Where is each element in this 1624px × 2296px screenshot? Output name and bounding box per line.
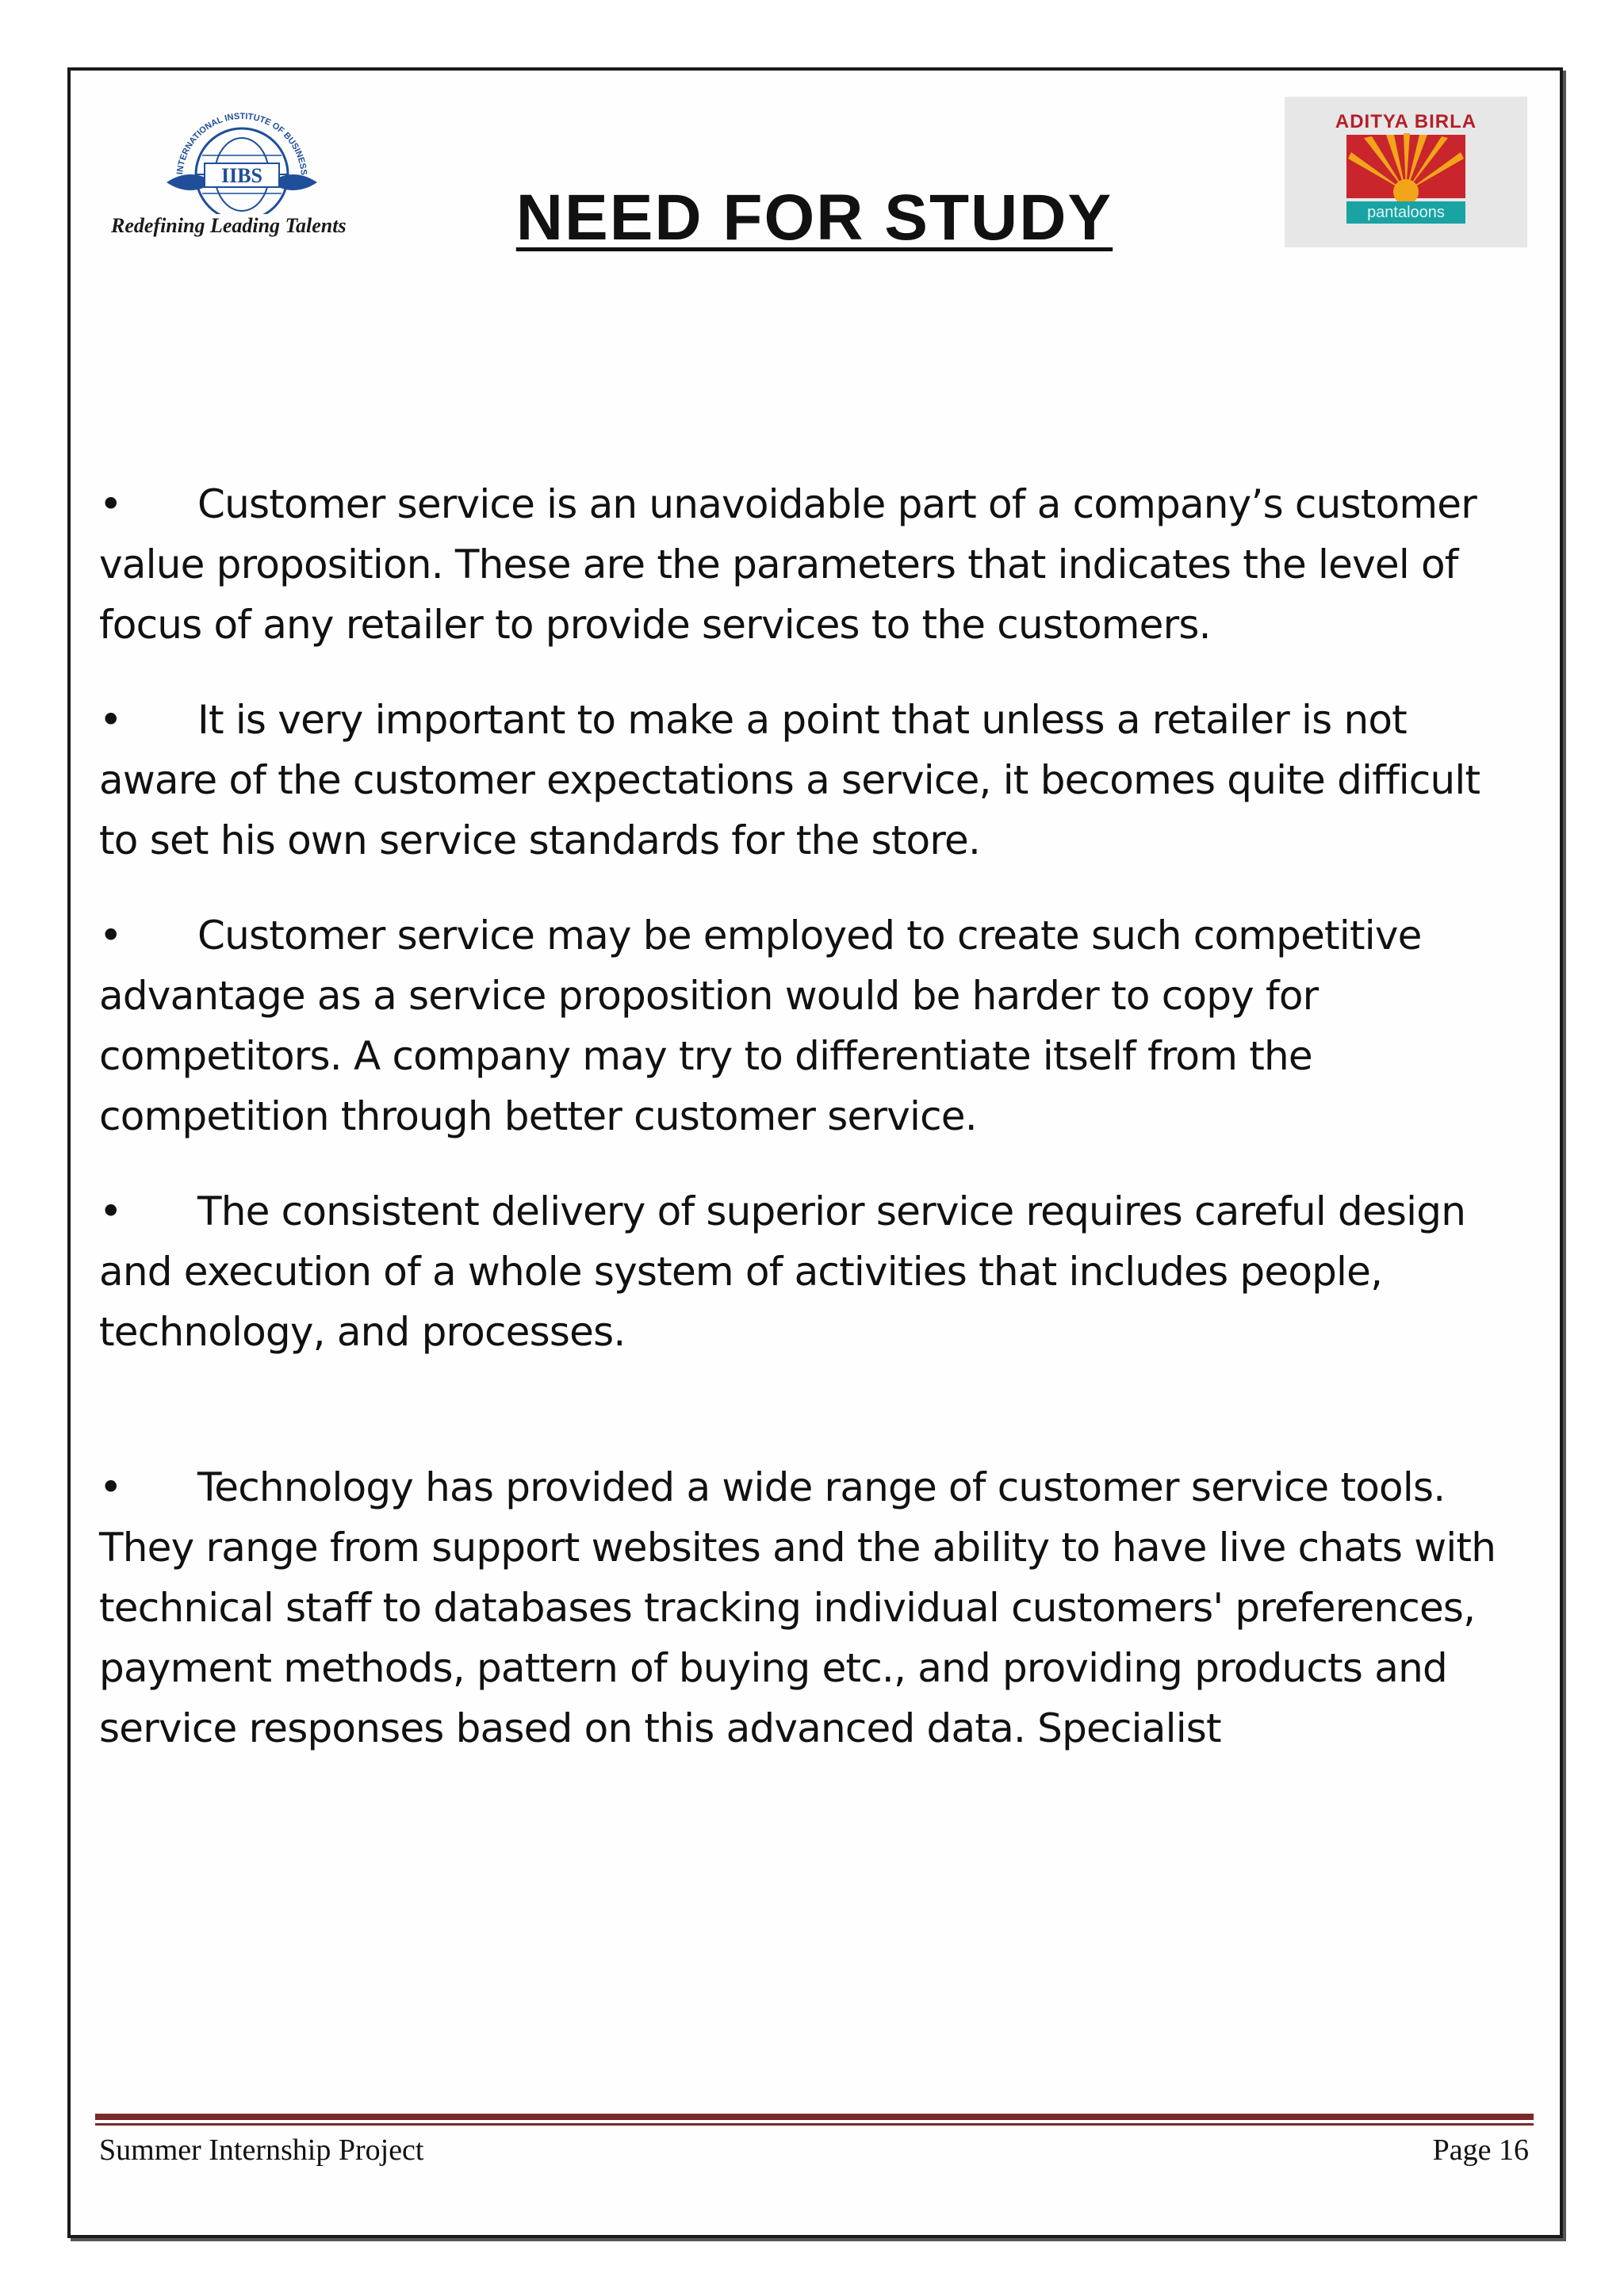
bullet-text: The consistent delivery of superior service requires careful design and execution of a whole system of activities that includes people, technology, and processes. [99,1188,1466,1355]
bullet-marker: • [99,1464,122,1510]
iibs-ring-text: INTERNATIONAL INSTITUTE OF BUSINESS [175,111,308,176]
bullet-text: Customer service is an unavoidable part of a company’s customer value proposition. These are the parameters that indicates the level of focus of any retailer to provide services to the customers. [99,481,1477,648]
bullet-list [99,474,1526,1793]
bullet-marker: • [99,913,122,959]
bullet-text: It is very important to make a point that unless a retailer is not aware of the customer expectations a service, it becomes quite difficult to set his own service standards for the store. [99,697,1480,863]
bullet-marker: • [99,697,122,743]
list-item [99,1457,1526,1758]
pantaloons-label: pantaloons [1346,201,1465,224]
footer-divider-thin [95,2123,1534,2126]
list-item [99,905,1526,1146]
bullet-text: Customer service may be employed to create such competitive advantage as a service proposition would be harder to copy for competitors. A company may try to differentiate itself from the competition through better customer service. [99,913,1422,1139]
list-item [99,1181,1526,1362]
list-item [99,474,1526,655]
bullet-text: Technology has provided a wide range of customer service tools. They range from support websites and the ability to have live chats with technical staff to databases tracking individual customers' preferences, payment methods, pattern of buying etc., and providing products and service responses based on this advanced data. Specialist [99,1464,1496,1751]
iibs-tagline: Redefining Leading Talents [111,214,347,237]
bullet-marker: • [99,481,122,527]
iibs-center-text: IIBS [220,164,263,187]
page-number: Page 16 [1432,2133,1529,2167]
footer-project-label: Summer Internship Project [99,2133,424,2167]
bullet-marker: • [99,1188,122,1234]
list-item [99,690,1526,871]
page-title: NEED FOR STUDY [515,182,1113,254]
footer-divider [95,2114,1534,2120]
aditya-birla-brand-text: ADITYA BIRLA [1335,111,1477,132]
